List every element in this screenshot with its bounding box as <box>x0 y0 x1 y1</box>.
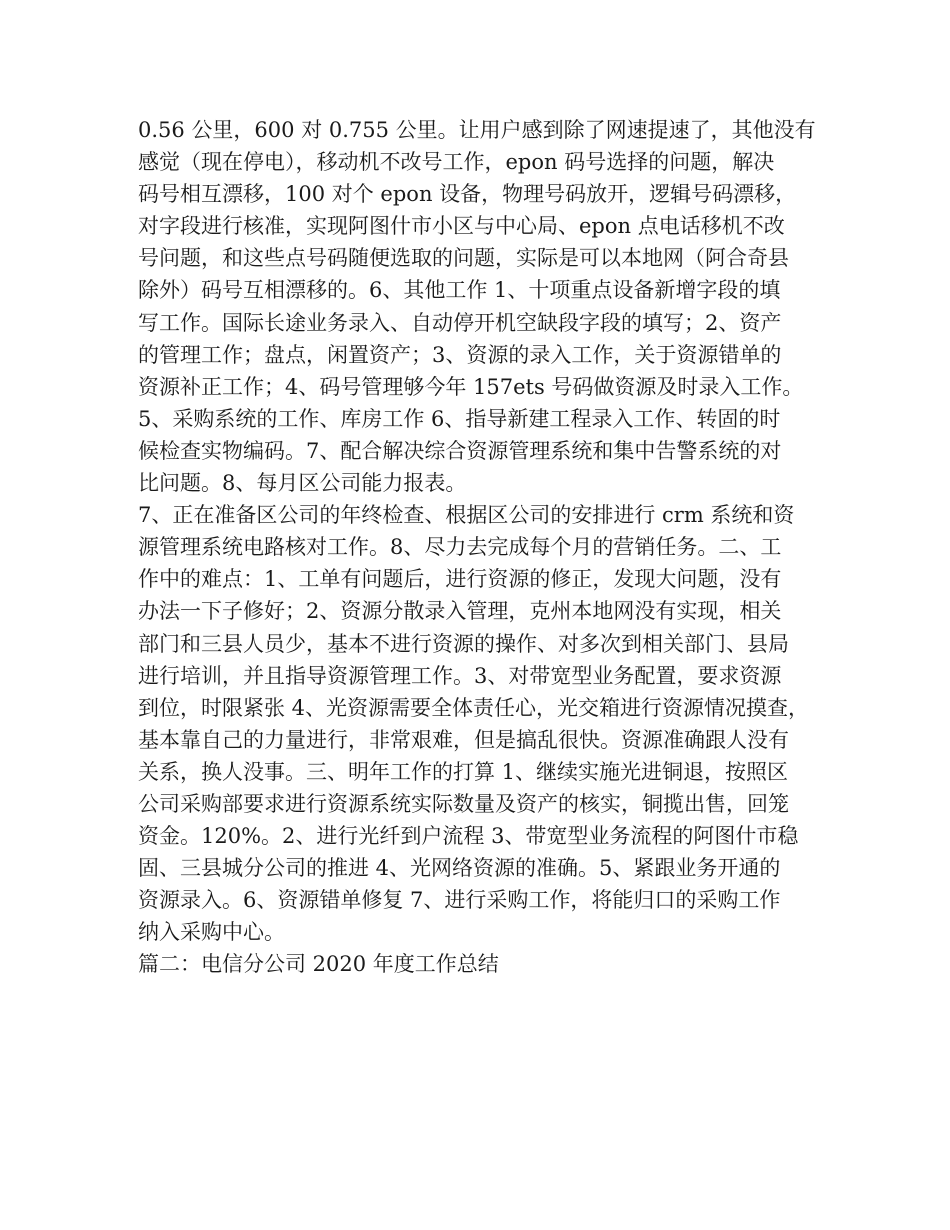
text-line: 源管理系统电路核对工作。8、尽力去完成每个月的营销任务。二、工 <box>138 535 782 560</box>
text-line: 对字段进行核准，实现阿图什市小区与中心局、epon 点电话移机不改 <box>138 214 785 239</box>
text-line: 固、三县城分公司的推进 4、光网络资源的准确。5、紧跟业务开通的 <box>138 856 781 881</box>
document-body <box>138 114 838 981</box>
text-line: 资源录入。6、资源错单修复 7、进行采购工作，将能归口的采购工作 <box>138 888 781 913</box>
text-line: 号问题，和这些点号码随便选取的问题，实际是可以本地网（阿合奇县 <box>138 246 789 271</box>
text-line: 7、正在准备区公司的年终检查、根据区公司的安排进行 crm 系统和资 <box>138 503 795 528</box>
text-line: 资金。120%。2、进行光纤到户流程 3、带宽型业务流程的阿图什市稳 <box>138 824 799 849</box>
text-line: 办法一下子修好；2、资源分散录入管理，克州本地网没有实现，相关 <box>138 599 782 624</box>
text-line: 到位，时限紧张 4、光资源需要全体责任心，光交箱进行资源情况摸查， <box>138 695 810 720</box>
text-line: 候检查实物编码。7、配合解决综合资源管理系统和集中告警系统的对 <box>138 438 782 463</box>
text-line: 5、采购系统的工作、库房工作 6、指导新建工程录入工作、转固的时 <box>138 406 781 431</box>
text-line: 0.56 公里，600 对 0.755 公里。让用户感到除了网速提速了，其他没有 <box>138 118 816 142</box>
text-line: 部门和三县人员少，基本不进行资源的操作、对多次到相关部门、县局 <box>138 631 789 656</box>
text-line: 写工作。国际长途业务录入、自动停开机空缺段字段的填写；2、资产 <box>138 310 782 335</box>
text-line: 关系，换人没事。三、明年工作的打算 1、继续实施光进铜退，按照区 <box>138 759 789 784</box>
text-line: 公司采购部要求进行资源系统实际数量及资产的核实，铜揽出售，回笼 <box>138 791 789 816</box>
text-line: 感觉（现在停电），移动机不改号工作，epon 码号选择的问题，解决 <box>138 150 775 175</box>
text-line: 进行培训，并且指导资源管理工作。3、对带宽型业务配置，要求资源 <box>138 663 782 688</box>
section-heading: 篇二：电信分公司 2020 年度工作总结 <box>138 952 499 977</box>
text-line: 资源补正工作；4、码号管理够今年 157ets 号码做资源及时录入工作。 <box>138 374 804 399</box>
text-line: 基本靠自己的力量进行，非常艰难，但是搞乱很快。资源准确跟人没有 <box>138 727 789 752</box>
text-line: 的管理工作；盘点，闲置资产；3、资源的录入工作，关于资源错单的 <box>138 342 782 367</box>
text-line: 除外）码号互相漂移的。6、其他工作 1、十项重点设备新增字段的填 <box>138 278 781 303</box>
text-line: 纳入采购中心。 <box>138 920 285 945</box>
text-line: 比问题。8、每月区公司能力报表。 <box>138 471 467 496</box>
text-line: 码号相互漂移，100 对个 epon 设备，物理号码放开，逻辑号码漂移， <box>138 182 797 207</box>
text-line: 作中的难点：1、工单有问题后，进行资源的修正，发现大问题，没有 <box>138 567 782 592</box>
